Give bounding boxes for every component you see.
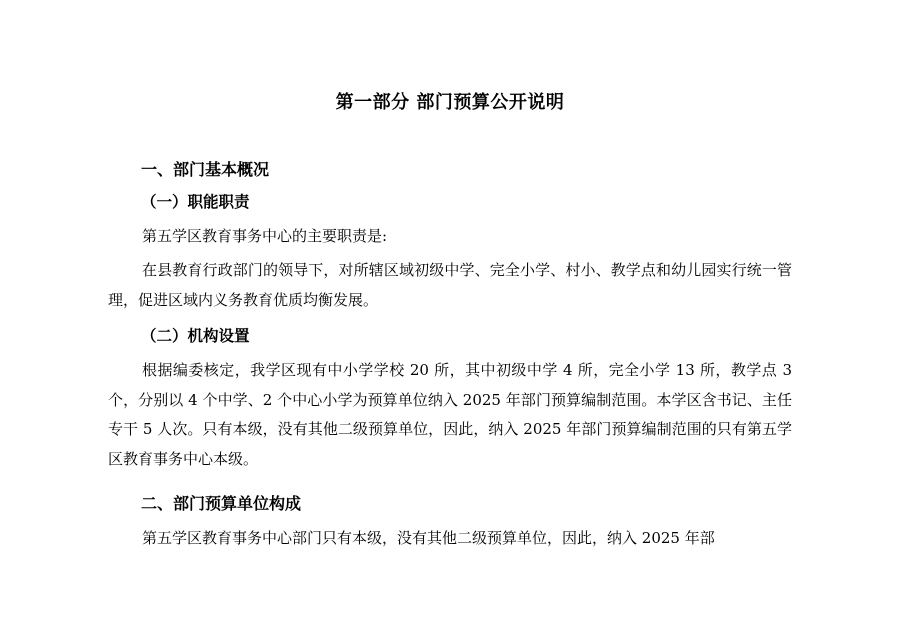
document-title: 第一部分 部门预算公开说明 <box>335 92 565 113</box>
section-heading-basic-overview: 一、部门基本概况 <box>141 160 270 179</box>
subsection-heading-organization: （二）机构设置 <box>141 327 250 345</box>
functions-body-paragraph: 在县教育行政部门的领导下，对所辖区域初级中学、完全小学、村小、教学点和幼儿园实行统一管理，促进区域内义务教育优质均衡发展。 <box>108 261 792 309</box>
organization-body-paragraph: 根据编委核定，我学区现有中小学学校 20 所，其中初级中学 4 所，完全小学 13 所，教学点 3 个，分别以 4 个中学、2 个中心小学为预算单位纳入 2025 年部门预算编制范围。本学区含书记、主任专干 5 人次。只有本级，没有其他二级预算单位，因此，纳入 2025 年部门预算编制范围的只有第五学区教育事务中心本级。 <box>108 361 792 468</box>
budget-units-body-paragraph: 第五学区教育事务中心部门只有本级，没有其他二级预算单位，因此，纳入 2025 年部 <box>142 529 715 547</box>
functions-intro-paragraph: 第五学区教育事务中心的主要职责是: <box>142 227 388 245</box>
subsection-heading-functions: （一）职能职责 <box>141 193 250 211</box>
section-heading-budget-units: 二、部门预算单位构成 <box>141 494 302 513</box>
